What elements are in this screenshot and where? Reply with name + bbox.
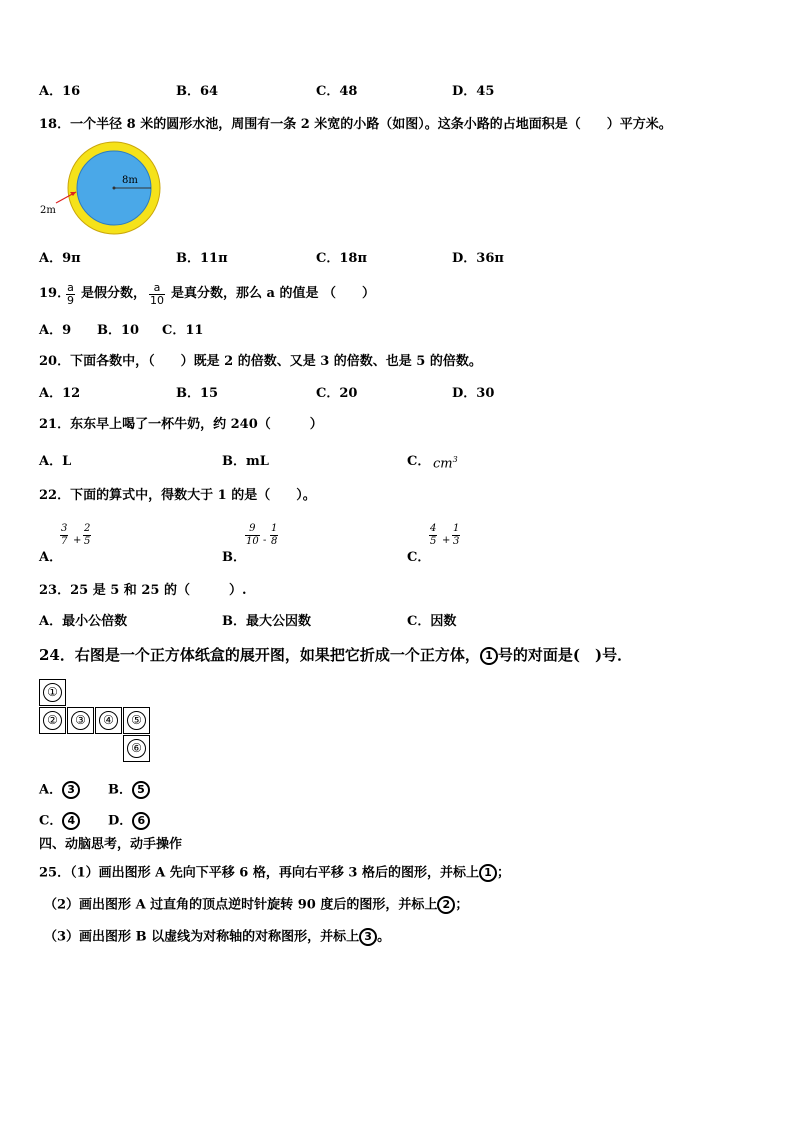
q24-option-c [39,812,80,830]
q22-c-frac1 [429,523,437,548]
center-dot [113,187,116,190]
q17-option-d: D．45 [452,84,495,99]
q24-option-b [108,781,150,799]
q25-line2 [44,896,468,914]
q25-line1 [39,864,510,882]
face-label: ⑥ [127,739,146,758]
q22-a-frac2 [83,523,91,548]
net-face-5 [123,707,150,734]
q18-option-b: B．11π [176,251,228,266]
net-face-2 [39,707,66,734]
q22-option-b-label: B． [222,550,246,565]
face-label: ① [43,683,62,702]
q20-option-c: C．20 [316,386,358,401]
punctuation: 。 [377,929,391,945]
q22-a-operator: + [73,535,82,546]
radius-label: 8m [122,175,138,186]
fraction-numerator: 2 [84,523,91,534]
unit-superscript: 3 [452,455,458,464]
q18-option-a: A．9π [39,251,81,266]
q21-option-b: B．mL [222,454,269,469]
fraction-denominator: 10 [246,536,259,547]
q22-b-frac1 [245,523,260,548]
q22-a-frac1 [60,523,68,548]
face-label: ② [43,711,62,730]
q19-option-b: B．10 [97,323,140,338]
q20-option-a: A．12 [39,386,81,401]
q18-option-c: C．18π [316,251,367,266]
net-face-1 [39,679,66,706]
face-label: ④ [99,711,118,730]
q17-option-a: A．16 [39,84,81,99]
q21-stem: 21．东东早上喝了一杯牛奶，约 240（ ） [39,417,323,432]
q24-option-a [39,781,80,799]
circled-number: 1 [479,864,497,882]
q19-option-c: C．11 [162,323,204,338]
q25-line1-text: 25．（1）画出图形 A 先向下平移 6 格，再向右平移 3 格后的图形，并标上 [39,865,479,881]
circled-number: 1 [480,647,498,665]
circled-number: 6 [132,812,150,830]
option-label: C． [39,813,63,829]
path-width-label: 2m [40,205,56,216]
fraction-numerator: a [153,281,161,294]
q23-stem: 23．25 是 5 和 25 的（ ）. [39,583,247,598]
q23-option-b: B．最大公因数 [222,614,311,629]
q19-option-a: A．9 [39,323,72,338]
face-label: ③ [71,711,90,730]
q18-option-d: D．36π [452,251,504,266]
q21-option-a: A．L [39,454,72,469]
net-face-4 [95,707,122,734]
option-label: D． [108,813,133,829]
q19-fraction-a9 [66,282,75,307]
q21-option-c: C． [407,454,431,469]
q20-option-b: B．15 [176,386,219,401]
q24-option-d [108,812,150,830]
q22-b-operator: - [263,535,267,546]
q25-line2-text: （2）画出图形 A 过直角的顶点逆时针旋转 90 度后的图形，并标上 [44,897,438,913]
option-label: B． [108,782,132,798]
fraction-numerator: 9 [249,523,256,534]
q23-option-c: C．因数 [407,614,457,629]
circled-number: 5 [132,781,150,799]
q23-option-a: A．最小公倍数 [39,614,128,629]
q22-stem: 22．下面的算式中，得数大于 1 的是（ ）。 [39,488,316,503]
q21-unit-cm3 [433,452,458,472]
q22-c-operator: + [442,535,451,546]
fraction-denominator: 3 [453,536,460,547]
section-4-title: 四、动脑思考，动手操作 [39,837,183,852]
q19-text2: 是真分数，那么 a 的值是 （ ） [171,286,376,301]
q19-text1: 是假分数， [81,286,147,301]
q17-option-b: B．64 [176,84,219,99]
fraction-numerator: 4 [430,523,437,534]
circled-number: 3 [62,781,80,799]
circled-number: 3 [359,928,377,946]
punctuation: ； [496,865,510,881]
q19-number: 19． [39,286,71,301]
q22-option-a-label: A． [39,550,63,565]
fraction-numerator: 1 [271,523,278,534]
fraction-numerator: 1 [453,523,460,534]
q22-option-c-label: C． [407,550,431,565]
q24-stem-text: 24．右图是一个正方体纸盒的展开图，如果把它折成一个正方体， [39,646,480,664]
fraction-numerator: 3 [61,523,68,534]
net-face-6 [123,735,150,762]
fraction-denominator: 7 [61,536,68,547]
fraction-denominator: 5 [430,536,437,547]
q24-stem [39,646,632,665]
unit-cm: cm [433,456,453,472]
punctuation: ； [455,897,469,913]
q19-fraction-a10 [149,282,165,307]
q22-c-frac2 [452,523,460,548]
option-label: A． [39,782,63,798]
net-face-3 [67,707,94,734]
q22-b-frac2 [270,523,278,548]
q18-stem: 18．一个半径 8 米的圆形水池，周围有一条 2 米宽的小路（如图）。这条小路的占地面积是（ ）平方米。 [39,117,672,132]
q17-option-c: C．48 [316,84,358,99]
circled-number: 4 [62,812,80,830]
fraction-denominator: 10 [150,294,164,307]
fraction-denominator: 8 [271,536,278,547]
pool-figure [36,140,166,235]
q20-option-d: D．30 [452,386,495,401]
fraction-denominator: 9 [67,294,74,307]
q20-stem: 20．下面各数中，（ ）既是 2 的倍数、又是 3 的倍数、也是 5 的倍数。 [39,354,482,369]
q25-line3 [44,928,390,946]
fraction-denominator: 5 [84,536,91,547]
q24-stem-end: 号的对面是( )号． [497,646,633,664]
q25-line3-text: （3）画出图形 B 以虚线为对称轴的对称图形，并标上 [44,929,360,945]
circled-number: 2 [437,896,455,914]
fraction-numerator: a [67,281,74,294]
face-label: ⑤ [127,711,146,730]
